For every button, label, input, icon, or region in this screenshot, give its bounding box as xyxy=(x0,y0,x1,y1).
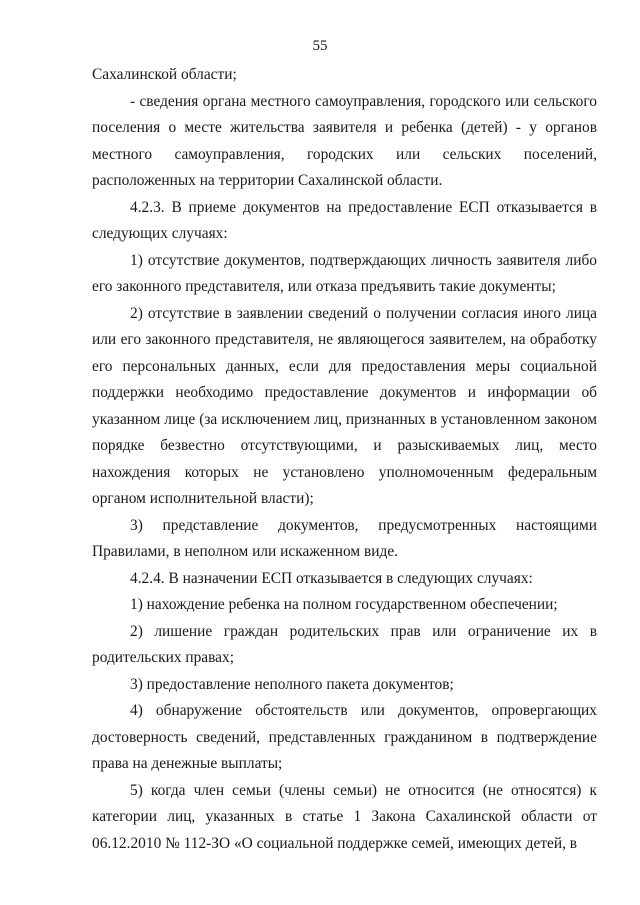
paragraph-denial-reason-4: 4) обнаружение обстоятельств или документов, опровергающих достоверность сведений, представленных гражданином в подтверждение права на денежные выплаты; xyxy=(92,702,597,772)
paragraph-denial-reason-1: 1) нахождение ребенка на полном государственном обеспечении; xyxy=(130,596,558,613)
paragraph-region-continuation: Сахалинской области; xyxy=(92,66,237,83)
paragraph-denial-reason-2: 2) лишение граждан родительских прав или ограничение их в родительских правах; xyxy=(92,622,597,666)
page-number: 55 xyxy=(312,38,328,54)
paragraph-refusal-reason-3: 3) представление документов, предусмотренных настоящими Правилами, в неполном или искаженном виде. xyxy=(92,516,597,560)
paragraph-denial-reason-5: 5) когда член семьи (члены семьи) не относится (не относятся) к категории лиц, указанных в статье 1 Закона Сахалинской области от 06.12.2010 № 112-ЗО «О социальной поддержке семей, имеющих детей, в xyxy=(92,781,597,852)
paragraph-municipal-info: - сведения органа местного самоуправления, городского или сельского поселения о месте жительства заявителя и ребенка (детей) - у органов местного самоуправления, городских или сельских поселений, расположенных на территории Сахалинской области. xyxy=(92,92,597,189)
paragraph-denial-reason-3: 3) предоставление неполного пакета документов; xyxy=(130,675,454,693)
paragraph-section-4-2-4: 4.2.4. В назначении ЕСП отказывается в следующих случаях: xyxy=(130,569,533,587)
paragraph-refusal-reason-1: 1) отсутствие документов, подтверждающих личность заявителя либо его законного представителя, или отказа предъявить такие документы; xyxy=(92,251,597,295)
document-body xyxy=(92,62,597,857)
paragraph-refusal-reason-2: 2) отсутствие в заявлении сведений о получении согласия иного лица или его законного представителя, не являющегося заявителем, на обработку его персональных данных, если для предоставления меры социальной поддержки необходимо предоставление документов и информации об указанном лице (за исключением лиц, признанных в установленном законом порядке безвестно отсутствующими, и разыскиваемых лиц, место нахождения которых не установлено уполномоченным федеральным органом исполнительной власти); xyxy=(92,304,597,507)
paragraph-section-4-2-3: 4.2.3. В приеме документов на предоставление ЕСП отказывается в следующих случаях: xyxy=(92,198,597,242)
